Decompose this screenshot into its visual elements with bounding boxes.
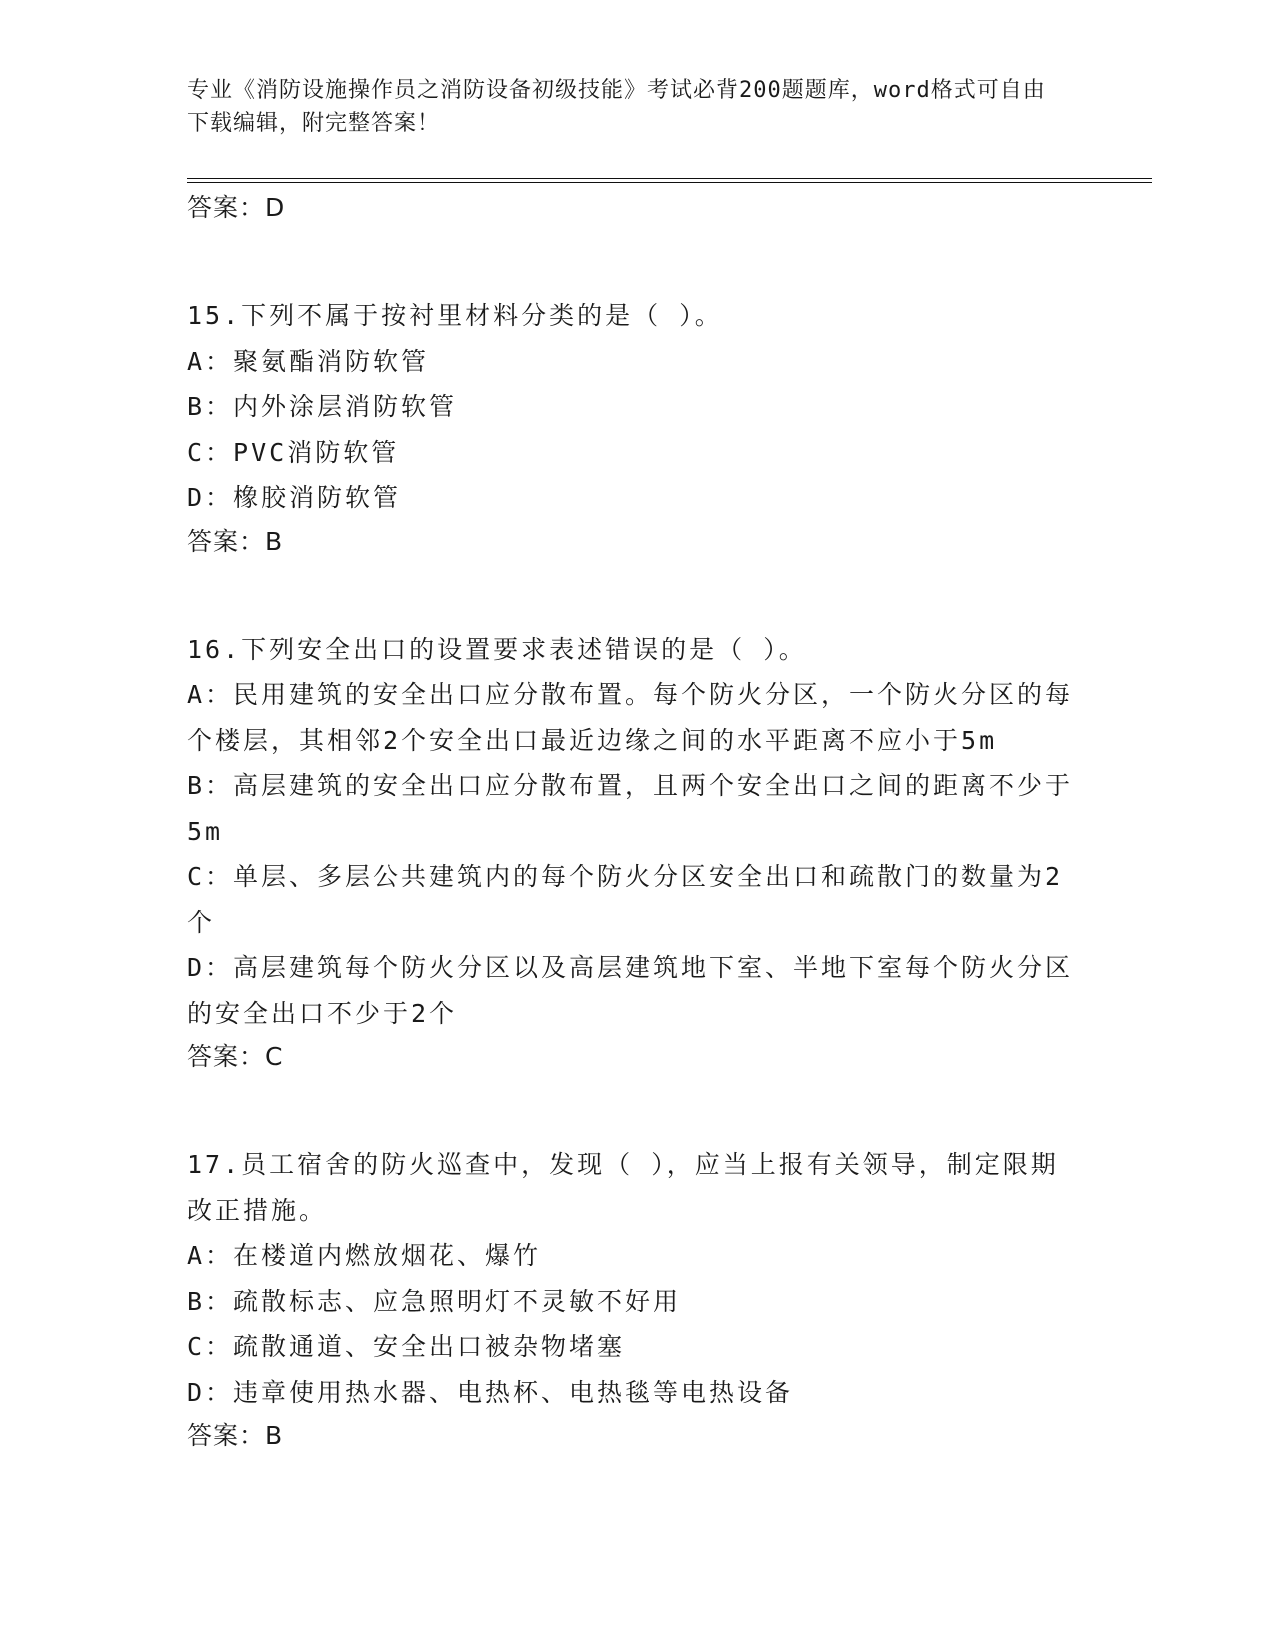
option-d: D：违章使用热水器、电热杯、电热毯等电热设备 (187, 1377, 794, 1407)
option-c: C：PVC消防软管 (187, 437, 400, 467)
question-stem: 17.员工宿舍的防火巡查中，发现（ ），应当上报有关领导，制定限期改正措施。 (187, 1150, 1059, 1225)
option-d: D：高层建筑每个防火分区以及高层建筑地下室、半地下室每个防火分区的安全出口不少于2个 (187, 953, 1074, 1028)
question-list (187, 191, 1082, 1453)
header-divider-second (187, 182, 1152, 183)
option-b: B：疏散标志、应急照明灯不灵敏不好用 (187, 1286, 682, 1316)
question-item (187, 293, 1082, 559)
option-a: A：民用建筑的安全出口应分散布置。每个防火分区，一个防火分区的每个楼层，其相邻2个安全出口最近边缘之间的水平距离不应小于5m (187, 680, 1074, 755)
option-c: C：单层、多层公共建筑内的每个防火分区安全出口和疏散门的数量为2个 (187, 862, 1064, 937)
option-c: C：疏散通道、安全出口被杂物堵塞 (187, 1332, 626, 1361)
question-stem: 15.下列不属于按衬里材料分类的是（ ）。 (187, 301, 723, 330)
header-title: 专业《消防设施操作员之消防设备初级技能》考试必背200题题库，word格式可自由下载编辑，附完整答案！ (187, 78, 1046, 136)
previous-answer: 答案：D (187, 193, 286, 222)
option-b: B：高层建筑的安全出口应分散布置，且两个安全出口之间的距离不少于5m (187, 771, 1074, 846)
option-a: A：聚氨酯消防软管 (187, 346, 430, 376)
answer-line: 答案：C (187, 1042, 284, 1071)
question-stem: 16.下列安全出口的设置要求表述错误的是（ ）。 (187, 634, 807, 664)
answer-line: 答案：B (187, 526, 284, 556)
option-d: D：橡胶消防软管 (187, 483, 402, 512)
option-a: A：在楼道内燃放烟花、爆竹 (187, 1241, 542, 1270)
header-divider (187, 178, 1152, 179)
option-b: B：内外涂层消防软管 (187, 392, 458, 421)
question-item (187, 627, 1082, 1075)
question-item (187, 1142, 1082, 1453)
answer-line: 答案：B (187, 1421, 284, 1450)
